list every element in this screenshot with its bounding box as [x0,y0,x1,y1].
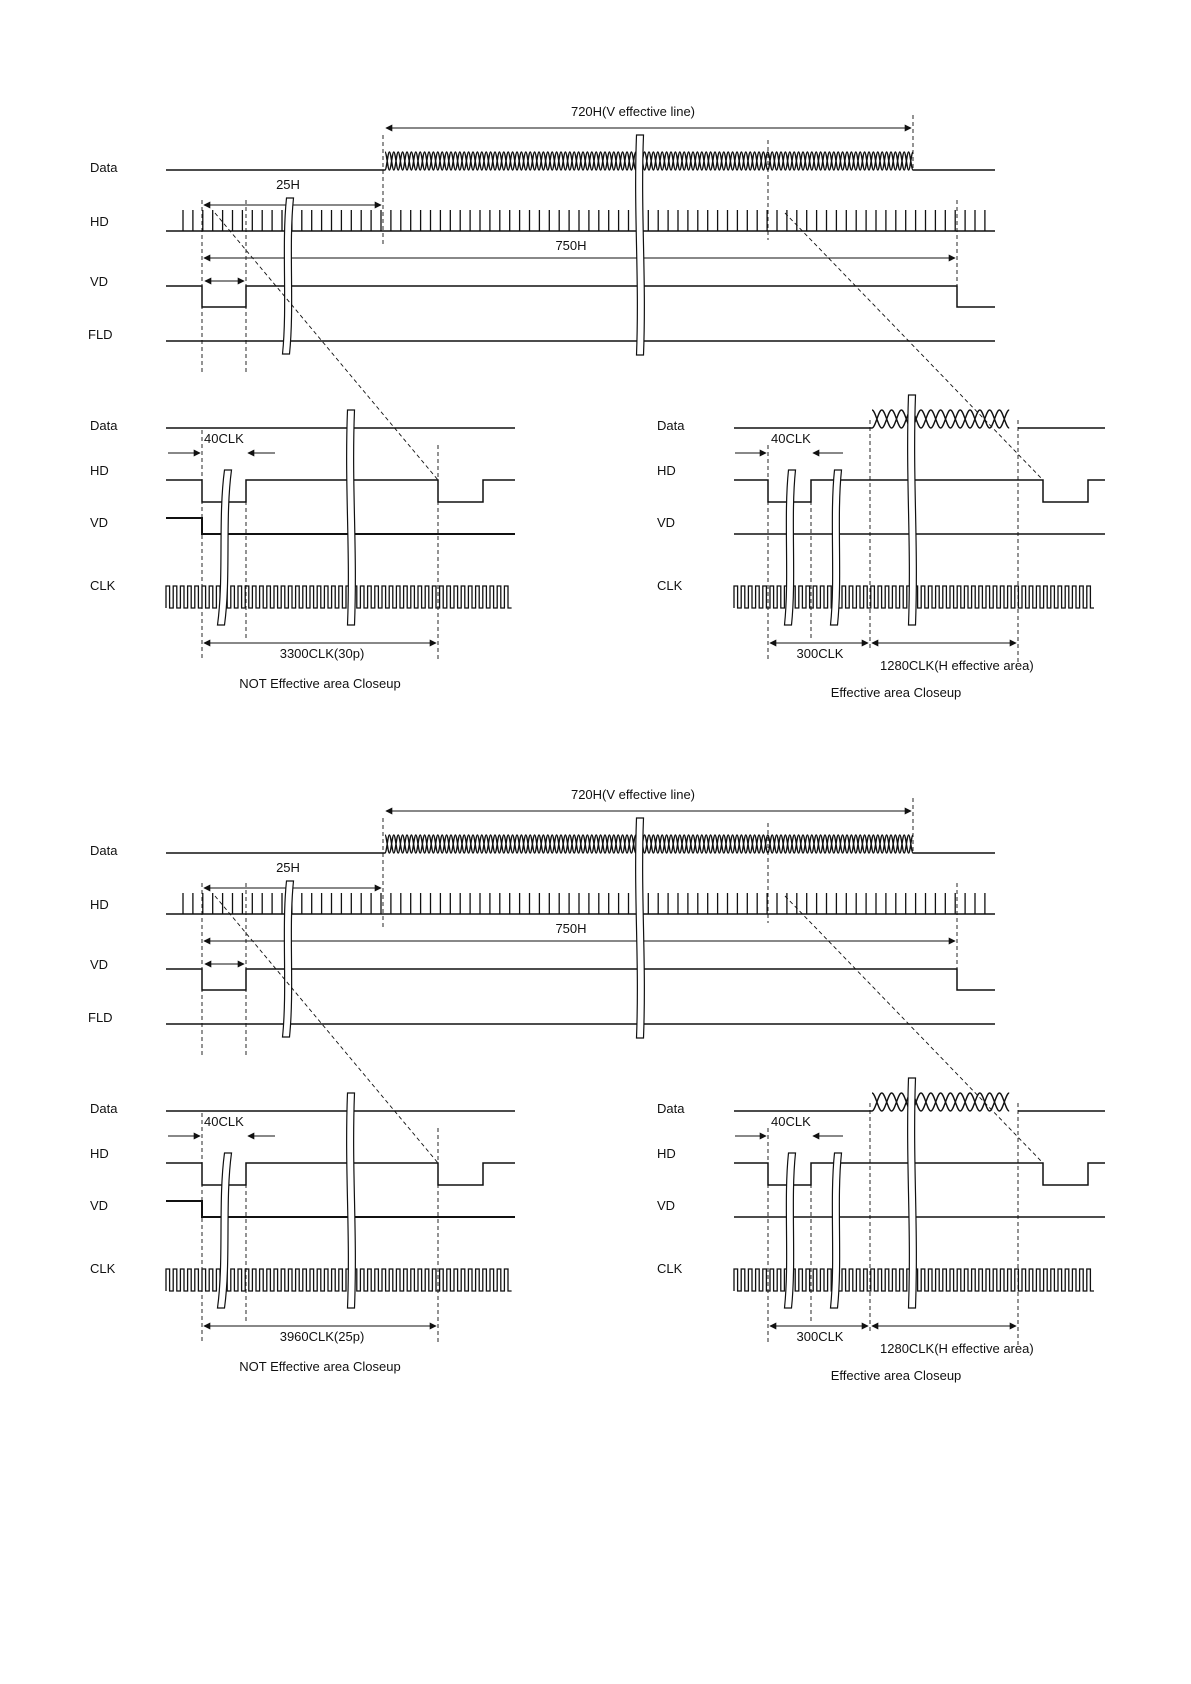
caption-effective: Effective area Closeup [830,1368,962,1383]
effective-closeup [657,395,1105,700]
signal-label-clk: CLK [657,1261,683,1276]
data-active-region [872,410,1009,428]
signal-label-vd: VD [90,1198,109,1213]
label-40clk: 40CLK [771,1114,811,1129]
break-mark [283,198,294,354]
break-mark [347,1093,356,1308]
signal-label-vd: VD [90,274,109,289]
signal-label-clk: CLK [657,578,683,593]
signal-label-data: Data [657,1101,685,1116]
break-mark [908,395,917,625]
signal-label-hd: HD [657,1146,676,1161]
label-40clk: 40CLK [771,431,811,446]
break-mark [218,1153,232,1308]
break-mark [636,818,645,1038]
signal-label-vd: VD [657,1198,676,1213]
span-label-750h: 750H [555,921,587,936]
main-waveform [88,104,1043,480]
signal-label-data: Data [90,160,118,175]
data-active-region [872,1093,1009,1111]
diagram-block-block-30p [88,104,1105,700]
clk-waveform [166,1269,512,1291]
break-mark [831,1153,842,1308]
signal-label-hd: HD [657,463,676,478]
signal-label-clk: CLK [90,578,116,593]
signal-label-vd: VD [657,515,676,530]
hd-waveform [166,1163,515,1185]
span-label-v-effective: 720H(V effective line) [570,787,696,802]
label-1280clk: 1280CLK(H effective area) [880,1341,1034,1356]
signal-label-clk: CLK [90,1261,116,1276]
span-label-v-effective: 720H(V effective line) [570,104,696,119]
caption-not-effective: NOT Effective area Closeup [239,1359,401,1374]
signal-label-fld: FLD [88,327,113,342]
data-active-region [385,835,913,853]
caption-effective: Effective area Closeup [830,685,962,700]
break-mark [785,470,796,625]
signal-label-fld: FLD [88,1010,113,1025]
signal-label-data: Data [90,843,118,858]
label-1280clk: 1280CLK(H effective area) [880,658,1034,673]
zoom-guide-line [215,896,438,1163]
span-label-25h: 25H [276,860,300,875]
signal-label-data: Data [90,1101,118,1116]
label-300clk: 300CLK [796,1329,844,1344]
break-mark [347,410,356,625]
zoom-guide-line [215,213,438,480]
data-active-region [385,152,913,170]
label-line-period: 3960CLK(25p) [279,1329,365,1344]
vd-waveform [166,1201,515,1217]
effective-closeup [657,1078,1105,1383]
main-waveform [88,787,1043,1163]
break-mark [831,470,842,625]
caption-not-effective: NOT Effective area Closeup [239,676,401,691]
break-mark [908,1078,917,1308]
label-line-period: 3300CLK(30p) [279,646,365,661]
break-mark [218,470,232,625]
hd-pulse-ticks [183,893,985,914]
label-40clk: 40CLK [204,1114,244,1129]
signal-label-data: Data [90,418,118,433]
hd-pulse-ticks [183,210,985,231]
not-effective-closeup [90,1093,515,1374]
label-300clk: 300CLK [796,646,844,661]
signal-label-hd: HD [90,1146,109,1161]
signal-label-hd: HD [90,214,109,229]
clk-waveform [166,586,512,608]
break-mark [785,1153,796,1308]
signal-label-hd: HD [90,897,109,912]
span-label-750h: 750H [555,238,587,253]
signal-label-vd: VD [90,957,109,972]
vd-waveform [166,518,515,534]
span-label-25h: 25H [276,177,300,192]
signal-label-hd: HD [90,463,109,478]
not-effective-closeup [90,410,515,691]
signal-label-vd: VD [90,515,109,530]
signal-label-data: Data [657,418,685,433]
break-mark [283,881,294,1037]
break-mark [636,135,645,355]
label-40clk: 40CLK [204,431,244,446]
hd-waveform [166,480,515,502]
diagram-block-block-25p [88,787,1105,1383]
